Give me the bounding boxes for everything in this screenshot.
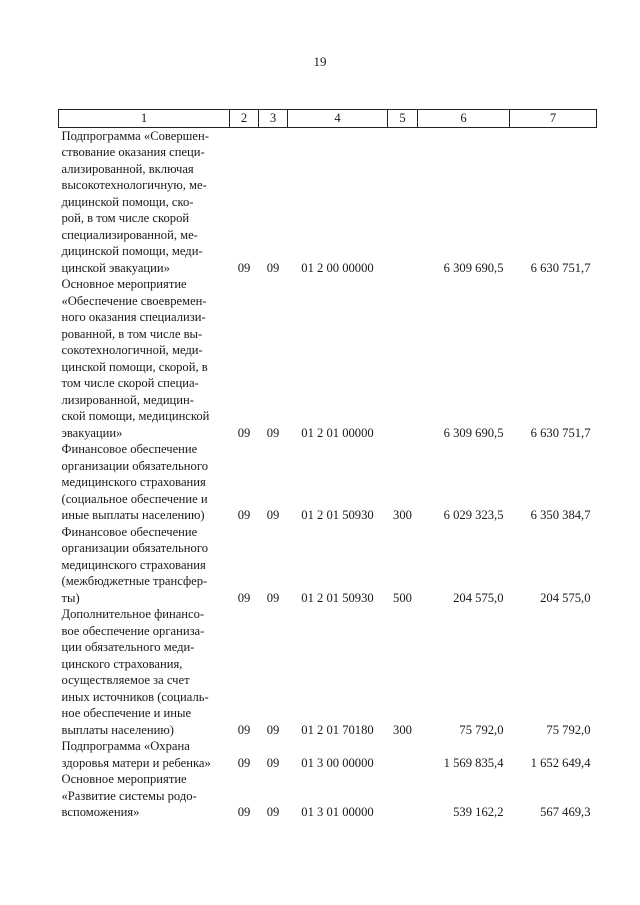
expense-type-text: 500 (393, 590, 412, 605)
section-code-cell (230, 276, 259, 441)
amount-year2-cell (510, 276, 597, 441)
amount-year1-text: 1 569 835,4 (443, 755, 504, 770)
expense-type-text: 300 (393, 722, 412, 737)
amount-year2-cell (510, 738, 597, 771)
row-name-text: Подпрограмма «Охрана здоровья матери и ребенка» (61, 739, 211, 770)
expense-type-text: 300 (393, 508, 412, 522)
budget-table (58, 109, 597, 821)
row-name-cell (59, 276, 230, 441)
target-article-cell (288, 738, 388, 771)
column-header-2: 2 (230, 110, 259, 128)
subsection-code-cell (259, 276, 288, 441)
target-article-text: 01 2 01 50930 (301, 508, 374, 522)
expense-type-cell (388, 441, 418, 524)
subsection-code-cell (259, 771, 288, 821)
target-article-cell (288, 771, 388, 821)
target-article-text: 01 3 00 00000 (301, 755, 374, 770)
expense-type-cell (388, 276, 418, 441)
amount-year1-text: 6 309 690,5 (443, 260, 504, 275)
amount-year2-text: 567 469,3 (540, 805, 591, 819)
section-code-text: 09 (237, 805, 251, 819)
column-header-4: 4 (288, 110, 388, 128)
subsection-code-cell (259, 127, 288, 276)
column-header-5: 5 (388, 110, 418, 128)
subsection-code-cell (259, 441, 288, 524)
table-row (59, 606, 597, 738)
row-name-cell (59, 606, 230, 738)
amount-year2-text: 6 350 384,7 (530, 508, 591, 522)
expense-type-cell (388, 738, 418, 771)
section-code-cell (230, 771, 259, 821)
column-header-3: 3 (259, 110, 288, 128)
section-code-text: 09 (237, 508, 251, 522)
subsection-code-cell (259, 606, 288, 738)
column-number-row (59, 110, 597, 128)
row-name-text: Основное мероприятие «Обеспечение своевремен- ного оказания специализи- рованной, в том числе вы- сокотехнологичной, меди- цинской помощи, скорой, в том числе скорой специа- лизированной, медицин- ской помощи, медицинской эвакуации» (61, 277, 210, 440)
amount-year1-cell (418, 441, 510, 524)
subsection-code-text: 09 (266, 755, 280, 770)
section-code-cell (230, 127, 259, 276)
table-row (59, 441, 597, 524)
target-article-cell (288, 606, 388, 738)
table-row (59, 524, 597, 607)
row-name-text: Финансовое обеспечение организации обязательного медицинского страхования (межбюджетные трансфер- ты) (61, 524, 208, 605)
amount-year2-cell (510, 441, 597, 524)
amount-year1-text: 204 575,0 (453, 590, 504, 605)
amount-year2-cell (510, 606, 597, 738)
amount-year1-cell (418, 606, 510, 738)
row-name-text: Дополнительное финансо- вое обеспечение организа- ции обязательного меди- цинского страхования, осуществляемое за счет иных источников (социаль- ное обеспечение и иные выплаты населению) (61, 607, 209, 737)
section-code-cell (230, 738, 259, 771)
amount-year2-text: 204 575,0 (540, 590, 591, 605)
section-code-text: 09 (237, 755, 251, 770)
row-name-text: Основное мероприятие «Развитие системы родо- вспоможения» (61, 772, 197, 819)
target-article-text: 01 2 00 00000 (301, 260, 374, 275)
section-code-cell (230, 606, 259, 738)
subsection-code-text: 09 (266, 508, 280, 522)
target-article-text: 01 2 01 50930 (301, 590, 374, 605)
amount-year1-text: 75 792,0 (459, 722, 504, 737)
amount-year1-cell (418, 276, 510, 441)
table-row (59, 127, 597, 276)
subsection-code-cell (259, 524, 288, 607)
row-name-cell (59, 524, 230, 607)
target-article-text: 01 3 01 00000 (301, 805, 374, 819)
target-article-cell (288, 524, 388, 607)
subsection-code-text: 09 (266, 590, 280, 605)
subsection-code-text: 09 (266, 805, 280, 819)
table-row (59, 738, 597, 771)
row-name-cell (59, 738, 230, 771)
amount-year1-cell (418, 127, 510, 276)
table-row (59, 771, 597, 821)
amount-year2-text: 75 792,0 (546, 722, 591, 737)
row-name-text: Подпрограмма «Совершен- ствование оказания специ- ализированной, включая высокотехнологичную, ме- дицинской помощи, ско- рой, в том числе скорой специализированной, ме- дицинской помощи, меди- цинской эвакуации» (61, 128, 209, 275)
column-header-1: 1 (59, 110, 230, 128)
subsection-code-cell (259, 738, 288, 771)
subsection-code-text: 09 (266, 260, 280, 275)
column-header-7: 7 (510, 110, 597, 128)
target-article-cell (288, 276, 388, 441)
column-header-6: 6 (418, 110, 510, 128)
target-article-text: 01 2 01 70180 (301, 722, 374, 737)
row-name-cell (59, 127, 230, 276)
section-code-cell (230, 524, 259, 607)
table-row (59, 276, 597, 441)
expense-type-cell (388, 771, 418, 821)
amount-year1-cell (418, 771, 510, 821)
expense-type-cell (388, 127, 418, 276)
amount-year1-text: 6 029 323,5 (443, 508, 504, 522)
amount-year2-cell (510, 771, 597, 821)
target-article-cell (288, 127, 388, 276)
section-code-text: 09 (237, 260, 251, 275)
section-code-text: 09 (237, 590, 251, 605)
amount-year2-text: 6 630 751,7 (530, 260, 591, 275)
expense-type-cell (388, 524, 418, 607)
page-number: 19 (313, 54, 327, 69)
amount-year2-cell (510, 127, 597, 276)
section-code-text: 09 (237, 425, 251, 440)
amount-year1-text: 539 162,2 (453, 805, 504, 819)
row-name-cell (59, 441, 230, 524)
section-code-cell (230, 441, 259, 524)
subsection-code-text: 09 (266, 425, 280, 440)
section-code-text: 09 (237, 722, 251, 737)
amount-year1-text: 6 309 690,5 (443, 425, 504, 440)
amount-year1-cell (418, 738, 510, 771)
expense-type-cell (388, 606, 418, 738)
subsection-code-text: 09 (266, 722, 280, 737)
target-article-text: 01 2 01 00000 (301, 425, 374, 440)
row-name-text: Финансовое обеспечение организации обязательного медицинского страхования (социальное обеспечение и иные выплаты населению) (61, 442, 208, 522)
amount-year2-text: 6 630 751,7 (530, 425, 591, 440)
amount-year2-text: 1 652 649,4 (530, 755, 591, 770)
row-name-cell (59, 771, 230, 821)
amount-year1-cell (418, 524, 510, 607)
target-article-cell (288, 441, 388, 524)
amount-year2-cell (510, 524, 597, 607)
